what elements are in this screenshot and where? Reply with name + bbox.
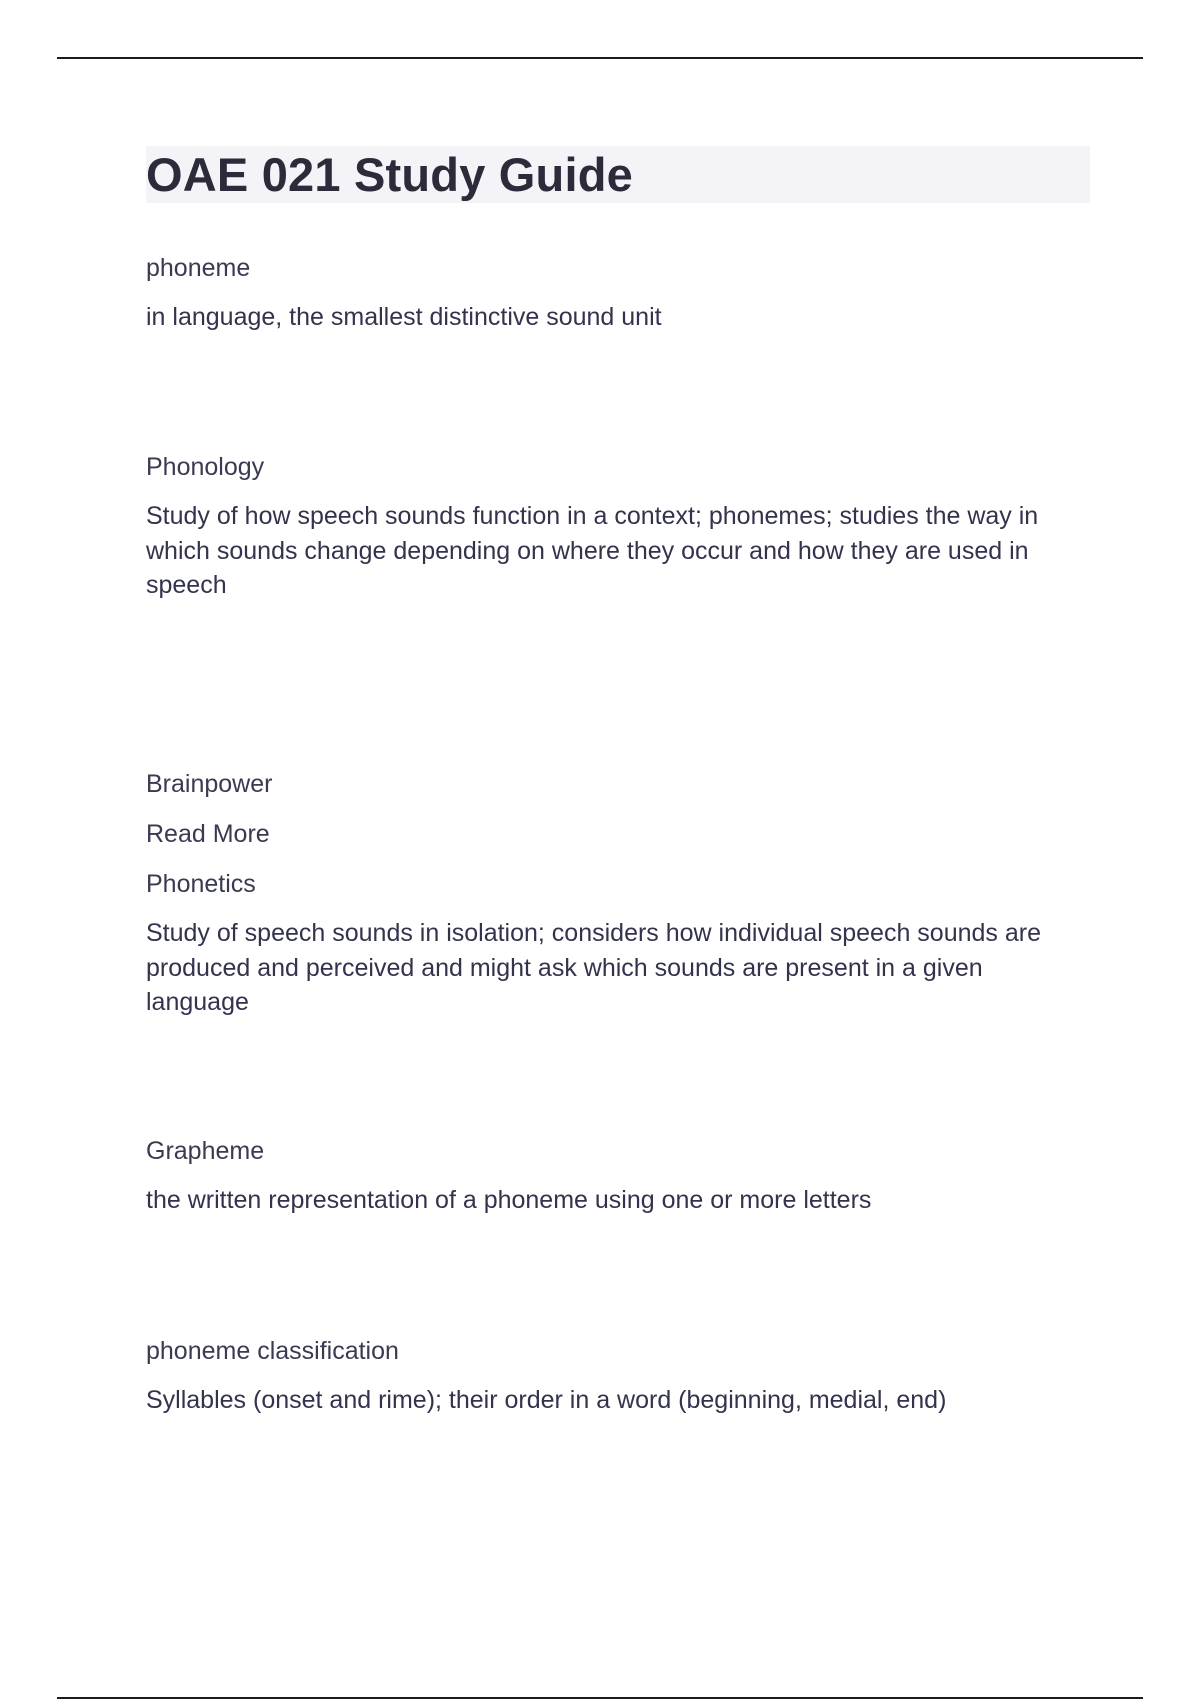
card-definition: the written representation of a phoneme using one or more letters: [146, 1186, 872, 1214]
card-term: Grapheme: [146, 1137, 265, 1165]
brainpower-label: Brainpower: [146, 770, 273, 798]
flashcard: [146, 768, 1090, 1020]
card-definition: in language, the smallest distinctive sound unit: [146, 303, 662, 331]
card-term: Phonetics: [146, 870, 256, 898]
document-content: [146, 146, 1090, 1414]
card-definition: Syllables (onset and rime); their order in a word (beginning, medial, end): [146, 1386, 947, 1414]
card-definition: Study of speech sounds in isolation; considers how individual speech sounds are produced and perceived and might ask which sounds are present in a given language: [146, 919, 1041, 1016]
flashcard: [146, 1135, 1090, 1218]
flashcard: [146, 1335, 1090, 1418]
card-definition: Study of how speech sounds function in a context; phonemes; studies the way in which sounds change depending on where they occur and how they are used in speech: [146, 502, 1039, 599]
card-term: phoneme classification: [146, 1337, 399, 1365]
flashcard: [146, 252, 1090, 335]
top-rule: [57, 57, 1143, 59]
flashcard: [146, 451, 1090, 603]
title-band: [146, 146, 1090, 203]
bottom-rule: [57, 1697, 1143, 1699]
page-title: OAE 021 Study Guide: [146, 148, 633, 201]
read-more-link[interactable]: Read More: [146, 820, 270, 848]
card-term: phoneme: [146, 254, 251, 282]
card-term: Phonology: [146, 453, 265, 481]
